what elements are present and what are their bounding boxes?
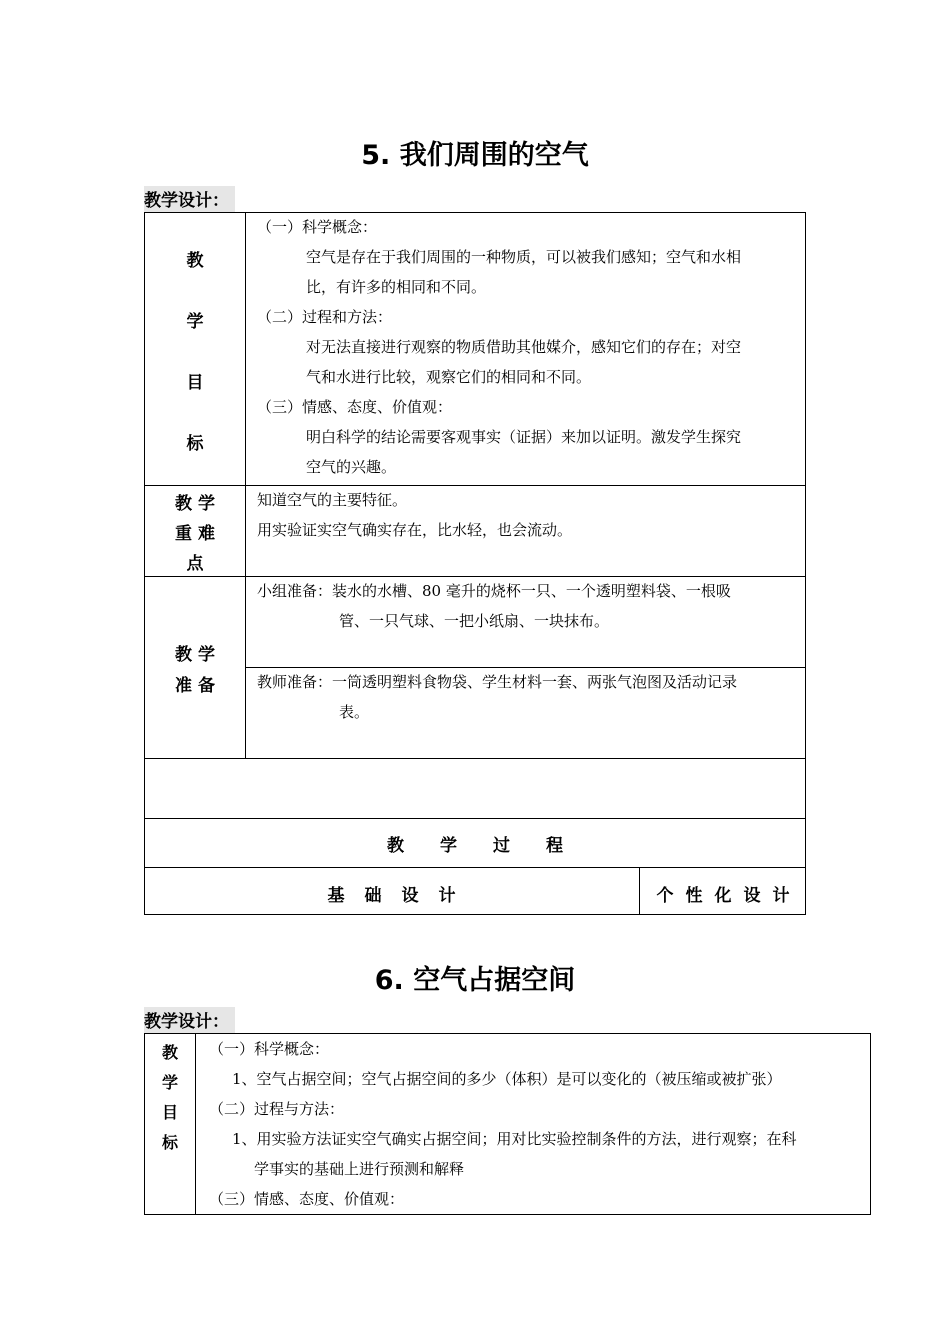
section6-label: 教学设计： bbox=[144, 1007, 235, 1033]
goals-head-4: 标 bbox=[186, 434, 204, 454]
goals-line: （一）科学概念： bbox=[257, 218, 378, 236]
group-prep-line: 管、一只气球、一把小纸扇、一块抹布。 bbox=[339, 612, 610, 630]
s6-goals-line: 1、用实验方法证实空气确实占据空间；用对比实验控制条件的方法，进行观察；在科 bbox=[232, 1130, 797, 1148]
s6-goals-head-2: 学 bbox=[161, 1073, 178, 1092]
goals-head-2: 学 bbox=[186, 312, 204, 332]
prep-head-1: 教 学 bbox=[175, 645, 215, 665]
process-header: 教学过程 bbox=[387, 836, 599, 856]
key-line: 用实验证实空气确实存在，比水轻，也会流动。 bbox=[257, 521, 573, 539]
s6-goals-line: （一）科学概念： bbox=[209, 1040, 330, 1058]
s6-goals-head-3: 目 bbox=[161, 1103, 178, 1122]
goals-line: 空气是存在于我们周围的一种物质，可以被我们感知；空气和水相 bbox=[306, 248, 742, 266]
goals-line: （二）过程和方法： bbox=[257, 308, 393, 326]
s6-goals-line: 1、空气占据空间；空气占据空间的多少（体积）是可以变化的（被压缩或被扩张） bbox=[232, 1070, 782, 1088]
prep-head-2: 准 备 bbox=[175, 676, 215, 696]
goals-line: 对无法直接进行观察的物质借助其他媒介，感知它们的存在；对空 bbox=[306, 338, 742, 356]
goals-line: 空气的兴趣。 bbox=[306, 458, 397, 476]
s6-goals-head-1: 教 bbox=[161, 1043, 178, 1062]
goals-head-1: 教 bbox=[186, 251, 204, 271]
teacher-prep-line: 教师准备：一筒透明塑料食物袋、学生材料一套、两张气泡图及活动记录 bbox=[257, 673, 738, 691]
key-head-3: 点 bbox=[186, 554, 204, 574]
s6-goals-line: （三）情感、态度、价值观： bbox=[209, 1190, 405, 1208]
basic-design-header: 基础设计 bbox=[327, 886, 476, 906]
goals-head-3: 目 bbox=[186, 373, 204, 393]
group-prep-line: 小组准备：装水的水槽、80 毫升的烧杯一只、一个透明塑料袋、一根吸 bbox=[257, 582, 731, 600]
teacher-prep-line: 表。 bbox=[339, 703, 370, 721]
section5-title: 5. 我们周围的空气 bbox=[361, 140, 589, 171]
key-head-2: 重 难 bbox=[175, 524, 215, 544]
key-line: 知道空气的主要特征。 bbox=[257, 491, 408, 509]
goals-line: 比，有许多的相同和不同。 bbox=[306, 278, 487, 296]
s6-goals-line: （二）过程与方法： bbox=[209, 1100, 345, 1118]
s6-goals-line: 学事实的基础上进行预测和解释 bbox=[254, 1160, 465, 1178]
personal-design-header: 个性化设计 bbox=[656, 886, 802, 906]
goals-line: 明白科学的结论需要客观事实（证据）来加以证明。激发学生探究 bbox=[306, 428, 742, 446]
key-head-1: 教 学 bbox=[175, 494, 215, 514]
goals-line: 气和水进行比较，观察它们的相同和不同。 bbox=[306, 368, 592, 386]
goals-line: （三）情感、态度、价值观： bbox=[257, 398, 453, 416]
section6-title: 6. 空气占据空间 bbox=[374, 965, 576, 996]
section5-label: 教学设计： bbox=[144, 186, 235, 212]
s6-goals-head-4: 标 bbox=[161, 1133, 178, 1152]
